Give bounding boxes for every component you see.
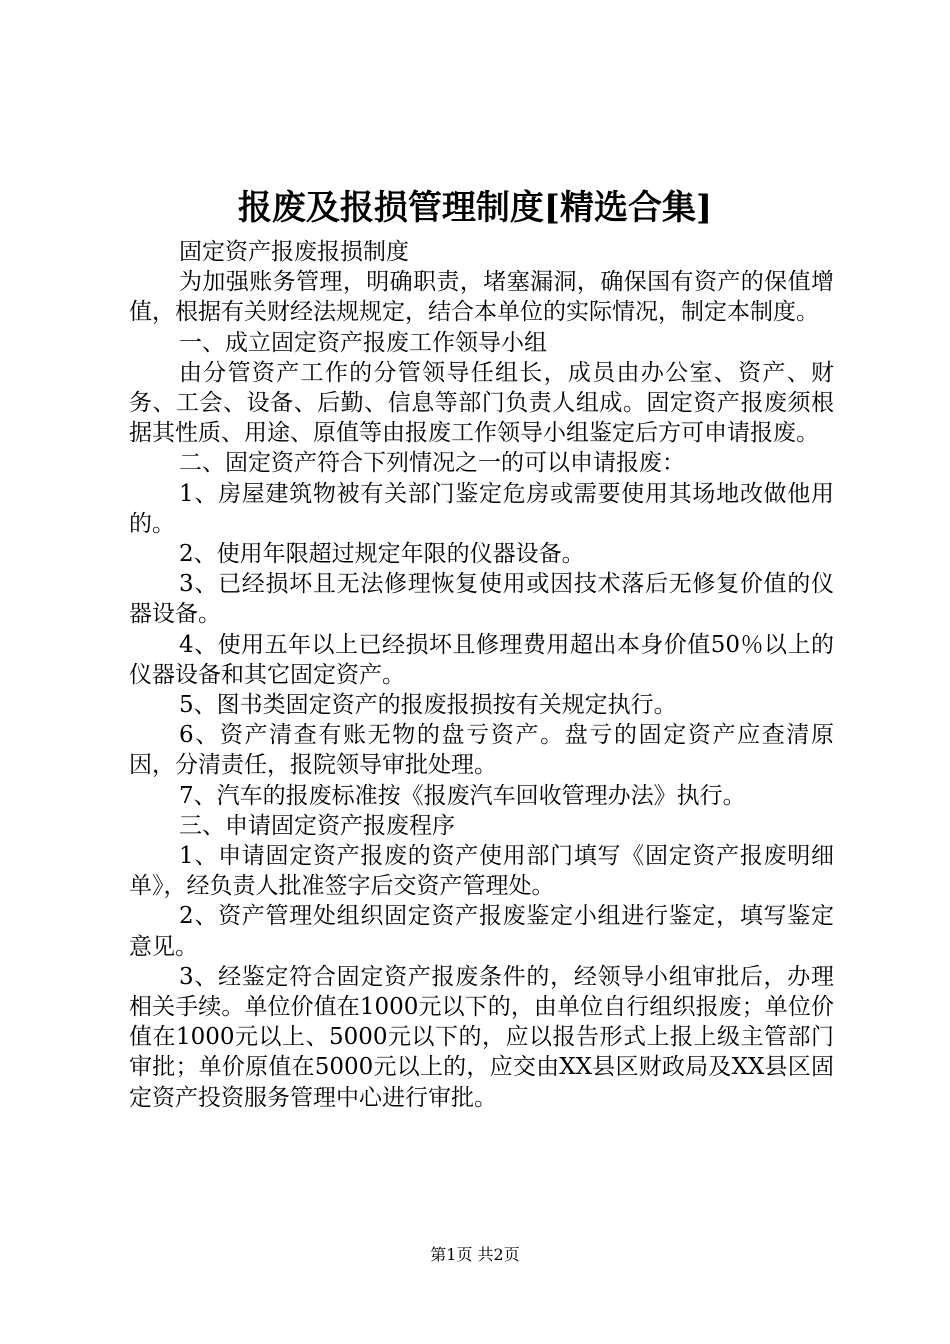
- paragraph-group: 由分管资产工作的分管领导任组长，成员由办公室、资产、财务、工会、设备、后勤、信息等部门负责人组成。固定资产报废须根据其性质、用途、原值等由报废工作领导小组鉴定后方可申请报废。: [129, 359, 834, 447]
- list-item: 1、房屋建筑物被有关部门鉴定危房或需要使用其场地改做他用的。: [129, 480, 834, 537]
- list-item: 5、图书类固定资产的报废报损按有关规定执行。: [179, 692, 677, 719]
- section-subtitle: 固定资产报废报损制度: [179, 239, 409, 265]
- page-number-footer: 第1页 共2页: [430, 1245, 520, 1264]
- list-item: 1、申请固定资产报废的资产使用部门填写《固定资产报废明细单》，经负责人批准签字后交资产管理处。: [129, 843, 834, 900]
- list-item: 3、经鉴定符合固定资产报废条件的，经领导小组审批后，办理相关手续。单位价值在1000元以下的，由单位自行组织报废；单位价值在1000元以上、5000元以下的，应以报告形式上报上级主管部门审批；单价原值在5000元以上的，应交由XX县区财政局及XX县区固定资产投资服务管理中心进行审批。: [129, 963, 834, 1111]
- section-heading-1: 一、成立固定资产报废工作领导小组: [179, 329, 547, 356]
- paragraph-intro: 为加强账务管理，明确职责，堵塞漏洞，确保国有资产的保值增值，根据有关财经法规规定，结合本单位的实际情况，制定本制度。: [129, 269, 834, 326]
- list-item: 4、使用五年以上已经损坏且修理费用超出本身价值50％以上的仪器设备和其它固定资产。: [129, 631, 834, 688]
- section-heading-2: 二、固定资产符合下列情况之一的可以申请报废：: [179, 450, 685, 477]
- list-item: 2、使用年限超过规定年限的仪器设备。: [179, 541, 585, 568]
- section-heading-3: 三、申请固定资产报废程序: [179, 812, 455, 839]
- document-title: 报废及报损管理制度[精选合集]: [237, 188, 713, 228]
- list-item: 6、资产清查有账无物的盘亏资产。盘亏的固定资产应查清原因，分清责任，报院领导审批处理。: [129, 722, 834, 779]
- list-item: 7、汽车的报废标准按《报废汽车回收管理办法》执行。: [179, 782, 746, 809]
- list-item: 3、已经损坏且无法修理恢复使用或因技术落后无修复价值的仪器设备。: [129, 571, 834, 628]
- list-item: 2、资产管理处组织固定资产报废鉴定小组进行鉴定，填写鉴定意见。: [129, 903, 834, 960]
- document-body: [129, 237, 834, 1113]
